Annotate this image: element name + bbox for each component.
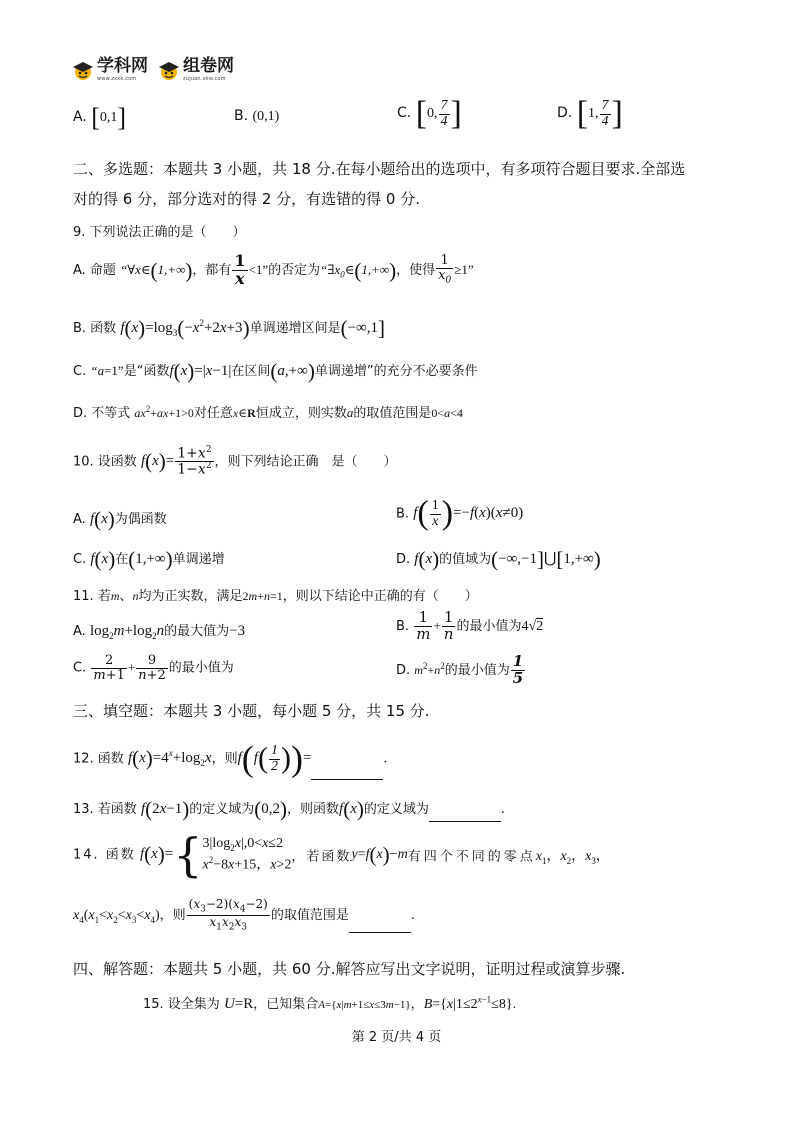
logo-xuekewang [72, 58, 148, 82]
logo-url: zujuan.xkw.com [183, 76, 226, 82]
q15-stem: 15. 设全集为 U=R，已知集合A={x|m+1≤x≤3m−1}，$B=\{x|1\le 2^{x-1}\le 8\}$. [143, 994, 517, 1012]
q13-answer-blank[interactable] [429, 807, 501, 822]
section4-heading: 四、解答题：本题共 5 小题，共 60 分.解答应写出文字说明，证明过程或演算步骤. [73, 960, 626, 978]
q10-option-c: C. f(x)在(1,+∞)单调递增 [73, 547, 225, 571]
q9-stem: 9. 下列说法正确的是（ ） [73, 225, 246, 240]
q14-stem-line1: 14. 函数 f(x)={ $3|\log_2x|,0<x\le 2$ $x^2-8x+15$，x>2 ，若函数y=f(x)−m有四个不同的零点$x_1$，$x_2$，$x_3$， [73, 828, 610, 882]
q11-option-a: A. $\log_2m+\log_2n$的最大值为−3 [73, 623, 246, 641]
q14-stem-line2: $x_4(x_1<x_2<x_3<x_4)$，则 $\frac{(x_3-2)(x_4-2)}{x_1x_2x_3}$ 的取值范围是 . [73, 897, 415, 933]
logo-url: www.zxxk.com [97, 76, 137, 82]
q11-option-b: B. $\frac{1}{m}$ + $\frac{1}{n}$ 的最小值为4√2 [396, 608, 544, 643]
q10-option-a: A. f(x)为偶函数 [73, 507, 167, 531]
q11-stem: 11. 若m、n均为正实数，满足2m+n=1，则以下结论中正确的有（ ） [73, 589, 478, 604]
mortarboard-icon [158, 59, 180, 81]
page-number: 第 2 页/共 4 页 [351, 1030, 442, 1045]
q13-stem: 13. 若函数 f(2x−1)的定义域为(0,2)，则函数f(x)的定义域为 . [73, 797, 506, 821]
q12-answer-blank[interactable] [311, 765, 383, 780]
q9-option-d: D. 不等式 $ax^2+ax+1>0$对任意x∈R恒成立，则实数a的取值范围是0<a<4 [73, 404, 463, 421]
q12-stem: 12. 函数 $f(x)=4^x+\log_2x$，则f(f( $\frac{1}{2}$ ))= . [73, 739, 388, 779]
logo-name: 组卷网 [183, 56, 234, 76]
q10-option-d: D. f(x)的值域为(−∞,−1]⋃[1,+∞) [396, 547, 601, 571]
q10-stem: 10. 设函数 f(x)= $\frac{1+x^2}{1-x^2}$ ，则下列结论正确 是（ ） [73, 445, 397, 478]
header-logos [72, 58, 234, 82]
q8-option-d: D. [1, $\frac{7}{4}$ ] [557, 95, 623, 132]
mortarboard-icon [72, 59, 94, 81]
logo-name: 学科网 [97, 56, 148, 76]
section2-line1: 二、多选题：本题共 3 小题，共 18 分.在每小题给出的选项中，有多项符合题目要求.全部选 [73, 160, 686, 178]
q9-option-a: A. 命题 “∀x∈(1,+∞)，都有 $\frac{1}{x}$ <1”的否定为“$\exists x_0\in(1,+\infty)$，使得 $\frac{1}{x_0}$ ≥1” [73, 251, 474, 288]
q11-option-c: C. $\frac{2}{m+1}$ + $\frac{9}{n+2}$ 的最小值为 [73, 653, 234, 683]
q10-option-b: B. f( $\frac{1}{x}$ )=−f(x)(x≠0) [396, 495, 524, 532]
section3-heading: 三、填空题：本题共 3 小题，每小题 5 分，共 15 分. [73, 702, 430, 720]
q8-option-c: C. [0, $\frac{7}{4}$ ] [397, 95, 462, 132]
q8-option-b: B. (0,1) [234, 108, 280, 124]
section2-line2: 对的得 6 分，部分选对的得 2 分，有选错的得 0 分. [73, 190, 421, 208]
logo-zujuanwang [158, 58, 234, 82]
q11-option-d: D. $m^2+n^2$的最小值为 $\frac{1}{5}$ [396, 652, 524, 687]
q9-option-b: B. 函数 $f(x)=\log_3(-x^2+2x+3)$单调递增区间是(−∞,1] [73, 316, 385, 340]
q8-option-a: A. [0,1] [73, 103, 127, 132]
q14-answer-blank[interactable] [349, 918, 411, 933]
q9-option-c: C. “a=1”是“函数f(x)=|x−1|在区间(a,+∞)单调递增”的充分不必要条件 [73, 359, 478, 383]
